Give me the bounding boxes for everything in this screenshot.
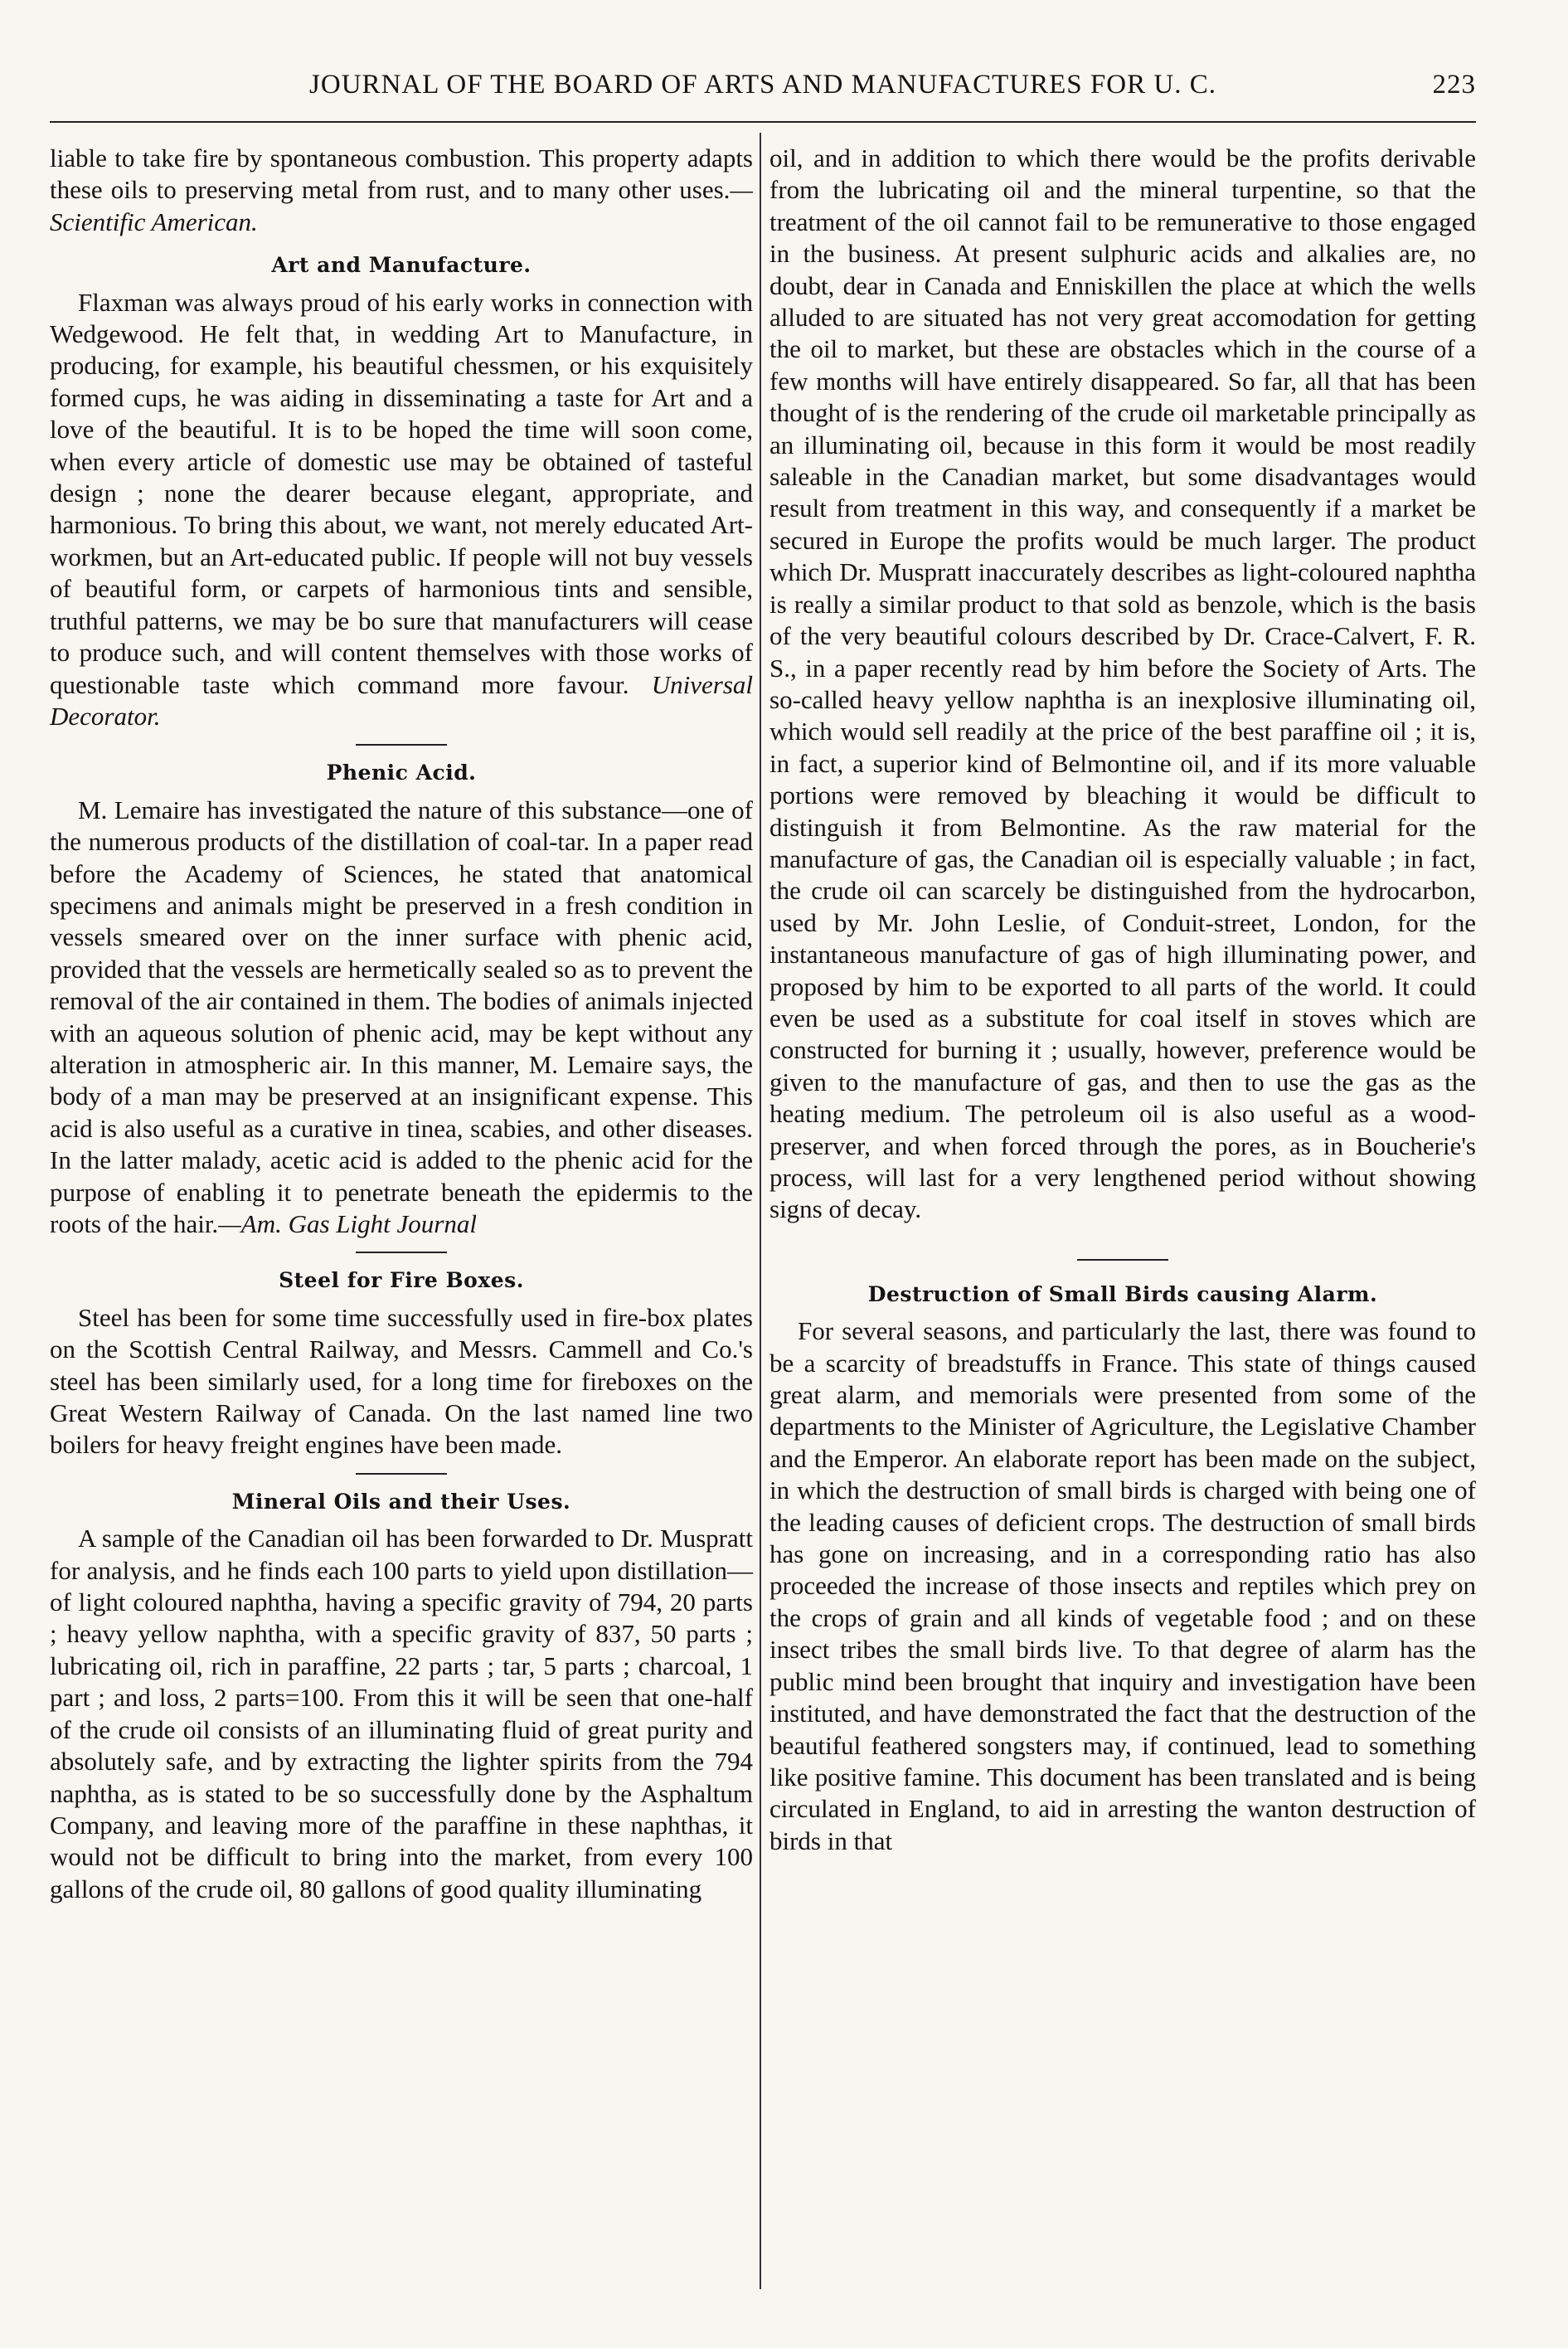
header-rule xyxy=(50,121,1476,123)
article-heading-destruction-of-small-birds: Destruction of Small Birds causing Alarm. xyxy=(867,1281,1378,1306)
paragraph: A sample of the Canadian oil has been forwarded to Dr. Muspratt for analysis, and he finds each 100 parts to yield upon distillation—of light coloured naphtha, having a specific gravity of 794, 20 parts ; heavy yellow naphtha, with a specific gravity of 837, 50 parts ; lubricating oil, rich in paraffine, 22 parts ; tar, 5 parts ; charcoal, 1 part ; and loss, 2 parts=100. From this it will be seen that one-half of the crude oil consists of an illuminating fluid of great purity and absolutely safe, and by extracting the lighter spirits from the 794 naphtha, as is stated to be so successfully done by the Asphaltum Company, and leaving more of the paraffine in these naphthas, it would not be difficult to bring into the market, from every 100 gallons of the crude oil, 80 gallons of good quality illuminating xyxy=(50,1524,753,1903)
paragraph xyxy=(50,287,753,733)
source-citation: —Scientific American. xyxy=(50,175,753,236)
paragraph-text: Flaxman was always proud of his early works in connection with Wedgewood. He felt that, in wedding Art to Manufacture, in producing, for example, his beautiful chessmen, or his exquisitely formed cups, he was aiding in disseminating a taste for Art and a love of the beautiful. It is to be hoped the time will soon come, when every article of domestic use may be obtained of tasteful design ; none the dearer because elegant, appropriate, and harmonious. To bring this about, we want, not merely educated Art-workmen, but an Art-educated public. If people will not buy vessels of beautiful form, or carpets of harmonious tints and sensible, truthful patterns, we may be bo sure that manufacturers will cease to produce such, and will content themselves with those works of questionable taste which command more favour. xyxy=(50,287,753,699)
column-rule xyxy=(760,133,761,2289)
paragraph-text: M. Lemaire has investigated the nature of this substance—one of the numerous products of the distillation of coal-tar. In a paper read before the Academy of Sciences, he stated that anatomical specimens and animals might be preserved in a fresh condition in vessels smeared over on the inner surface with phenic acid, provided that the vessels are hermetically sealed so as to prevent the removal of the air contained in them. The bodies of animals injected with an aqueous solution of phenic acid, may be kept without any alteration in atmospheric air. In this manner, M. Lemaire says, the body of a man may be preserved at an insignificant expense. This acid is also useful as a curative in tinea, scabies, and other diseases. In the latter malady, acetic acid is added to the phenic acid for the purpose of enabling it to penetrate beneath the epidermis to the roots of the hair. xyxy=(50,795,753,1238)
section-separator xyxy=(356,744,447,746)
article-heading-phenic-acid: Phenic Acid. xyxy=(326,761,477,785)
section-separator xyxy=(356,1252,447,1253)
article-heading-steel-for-fire-boxes: Steel for Fire Boxes. xyxy=(279,1268,524,1293)
left-column xyxy=(50,143,753,1905)
section-separator xyxy=(1077,1259,1168,1261)
paragraph: oil, and in addition to which there would be the profits derivable from the lubricating oil and the mineral turpentine, so that the treatment of the oil cannot fail to be remunerative to those engaged in the business. At present sulphuric acids and alkalies are, no doubt, dear in Canada and Enniskillen the place at which the wells alluded to are situated has not very great accomodation for getting the oil to market, but these are obstacles which in the course of a few months will have entirely disappeared. So far, all that has been thought of is the rendering of the crude oil marketable principally as an illuminating oil, because in this form it would be most readily saleable in the Canadian market, but some disadvantages would result from treatment in this way, and consequently if a market be secured in Europe the profits would be much larger. The product which Dr. Muspratt inaccurately describes as light-coloured naphtha is really a similar product to that sold as benzole, which is the basis of the very beautiful colours described by Dr. Crace-Calvert, F. R. S., in a paper recently read by him before the Society of Arts. The so-called heavy yellow naphtha is an inexplosive illuminating oil, which would sell readily at the price of the best paraffine oil ; it is, in fact, a superior kind of Belmontine oil, and if its more valuable portions were removed by bleaching it would be difficult to distinguish it from Belmontine. As the raw material for the manufacture of gas, the Canadian oil is especially valuable ; in fact, the crude oil can scarcely be distinguished from the hydrocarbon, used by Mr. John Leslie, of Conduit-street, London, for the instantaneous manufacture of gas of high illuminating power, and proposed by him to be exported to all parts of the world. It could even be used as a substitute for coal itself in stoves which are constructed for burning it ; usually, however, preference would be given to the manufacture of gas, and then to use the gas as the heating medium. The petroleum oil is also useful as a wood-preserver, and when forced through the pores, as in Boucherie's process, will last for a very lengthened period without showing signs of decay. xyxy=(769,143,1476,1224)
section-separator xyxy=(356,1473,447,1475)
article-heading-art-and-manufacture: Art and Manufacture. xyxy=(271,253,532,278)
paragraph: Steel has been for some time successfully used in fire-box plates on the Scottish Central Railway, and Messrs. Cammell and Co.'s steel has been similarly used, for a long time for fireboxes on the Great Western Railway of Canada. On the last named line two boilers for heavy freight engines have been made. xyxy=(50,1302,753,1460)
running-head: JOURNAL OF THE BOARD OF ARTS AND MANUFACTURES FOR U. C. xyxy=(309,70,1216,100)
page-number: 223 xyxy=(1432,70,1476,100)
article-heading-mineral-oils: Mineral Oils and their Uses. xyxy=(231,1489,571,1514)
paragraph xyxy=(50,143,753,238)
paragraph-text: liable to take fire by spontaneous combustion. This property adapts these oils to preserving metal from rust, and to many other uses. xyxy=(50,143,753,205)
paragraph xyxy=(50,795,753,1241)
right-column xyxy=(769,143,1476,1857)
paragraph: For several seasons, and particularly the last, there was found to be a scarcity of breadstuffs in France. This state of things caused great alarm, and memorials were presented from some of the departments to the Minister of Agriculture, the Legislative Chamber and the Emperor. An elaborate report has been made on the subject, in which the destruction of small birds is charged with being one of the leading causes of deficient crops. The destruction of small birds has gone on increasing, and in a corresponding ratio has also proceeded the increase of those insects and reptiles which prey on the crops of grain and all kinds of vegetable food ; and on these insect tribes the small birds live. To that degree of alarm has the public mind been brought that inquiry and investigation have been instituted, and have demonstrated the fact that the destruction of the beautiful feathered songsters may, if continued, lead to something like positive famine. This document has been translated and is being circulated in England, to aid in arresting the wanton destruction of birds in that xyxy=(769,1316,1476,1855)
source-citation: Universal Decorator. xyxy=(50,669,753,731)
page-header xyxy=(50,70,1476,119)
source-citation: —Am. Gas Light Journal xyxy=(218,1209,477,1238)
